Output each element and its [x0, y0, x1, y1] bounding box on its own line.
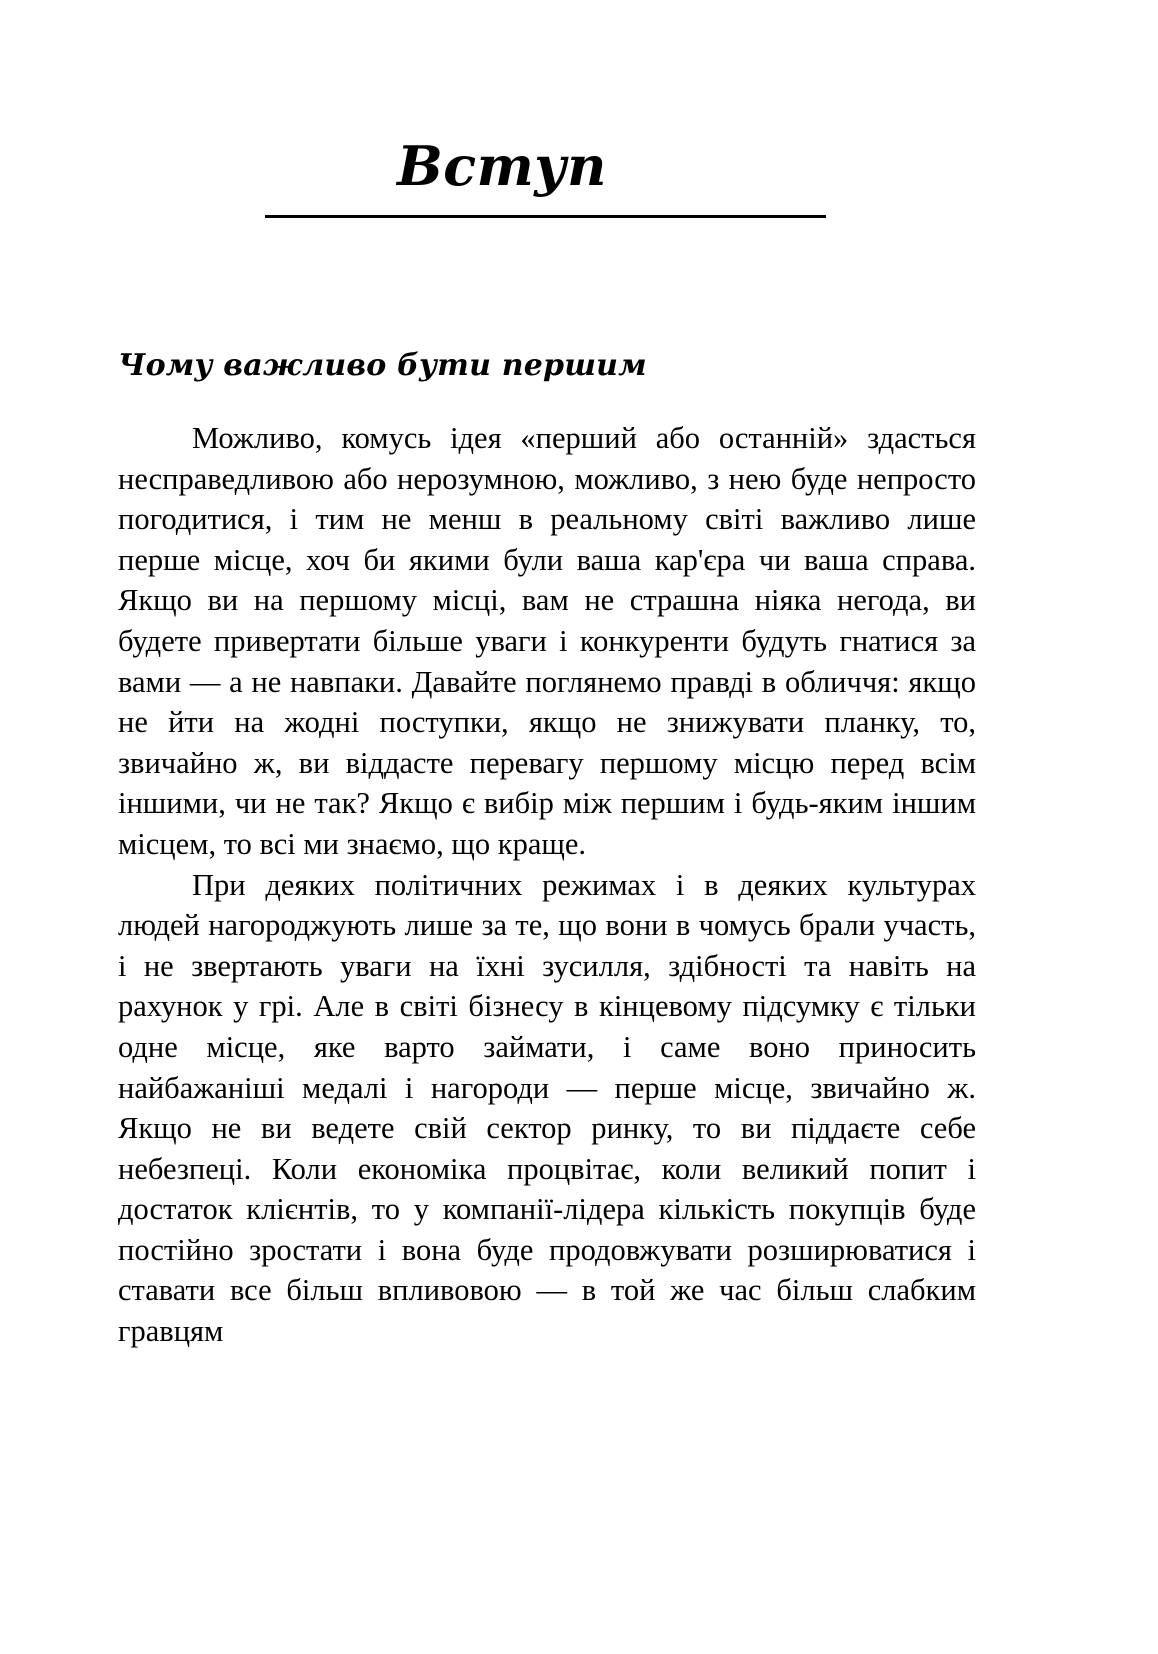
paragraph-1: Можливо, комусь ідея «перший або останній» здасться несправедливою або нерозумною, можливо, з нею буде непросто погодитися, і тим не менш в реальному світі важливо лише перше місце, хоч би якими були ваша кар'єра чи ваша справа. Якщо ви на першому місці, вам не страшна ніяка негода, ви будете привертати більше уваги і конкуренти будуть гнатися за вами — а не навпаки. Давайте поглянемо правді в обличчя: якщо не йти на жодні поступки, якщо не знижувати планку, то, звичайно ж, ви віддасте перевагу першому місцю перед всім іншими, чи не так? Якщо є вибір між першим і будь-яким іншим місцем, то всі ми знаємо, що краще. — [118, 421, 976, 861]
body-text-block — [118, 418, 976, 1352]
paragraph-2: При деяких політичних режимах і в деяких культурах людей нагороджують лише за те, що вони в чомусь брали участь, і не звертають уваги на їхні зусилля, здібності та навіть на рахунок у грі. Але в світі бізнесу в кінцевому підсумку є тільки одне місце, яке варто займати, і саме воно приносить найбажаніші медалі і нагороди — перше місце, звичайно ж. Якщо не ви ведете свій сектор ринку, то ви піддаєте себе небезпеці. Коли економіка процвітає, коли великий попит і достаток клієнтів, то у компанії-лідера кількість покупців буде постійно зростати і вона буде продовжувати розширюватися і ставати все більш впливовою — в той же час більш слабким гравцям — [118, 867, 976, 1349]
section-heading: Чому важливо бути першим — [118, 348, 647, 383]
chapter-title: Вступ — [397, 134, 607, 198]
title-divider-rule — [265, 215, 826, 218]
